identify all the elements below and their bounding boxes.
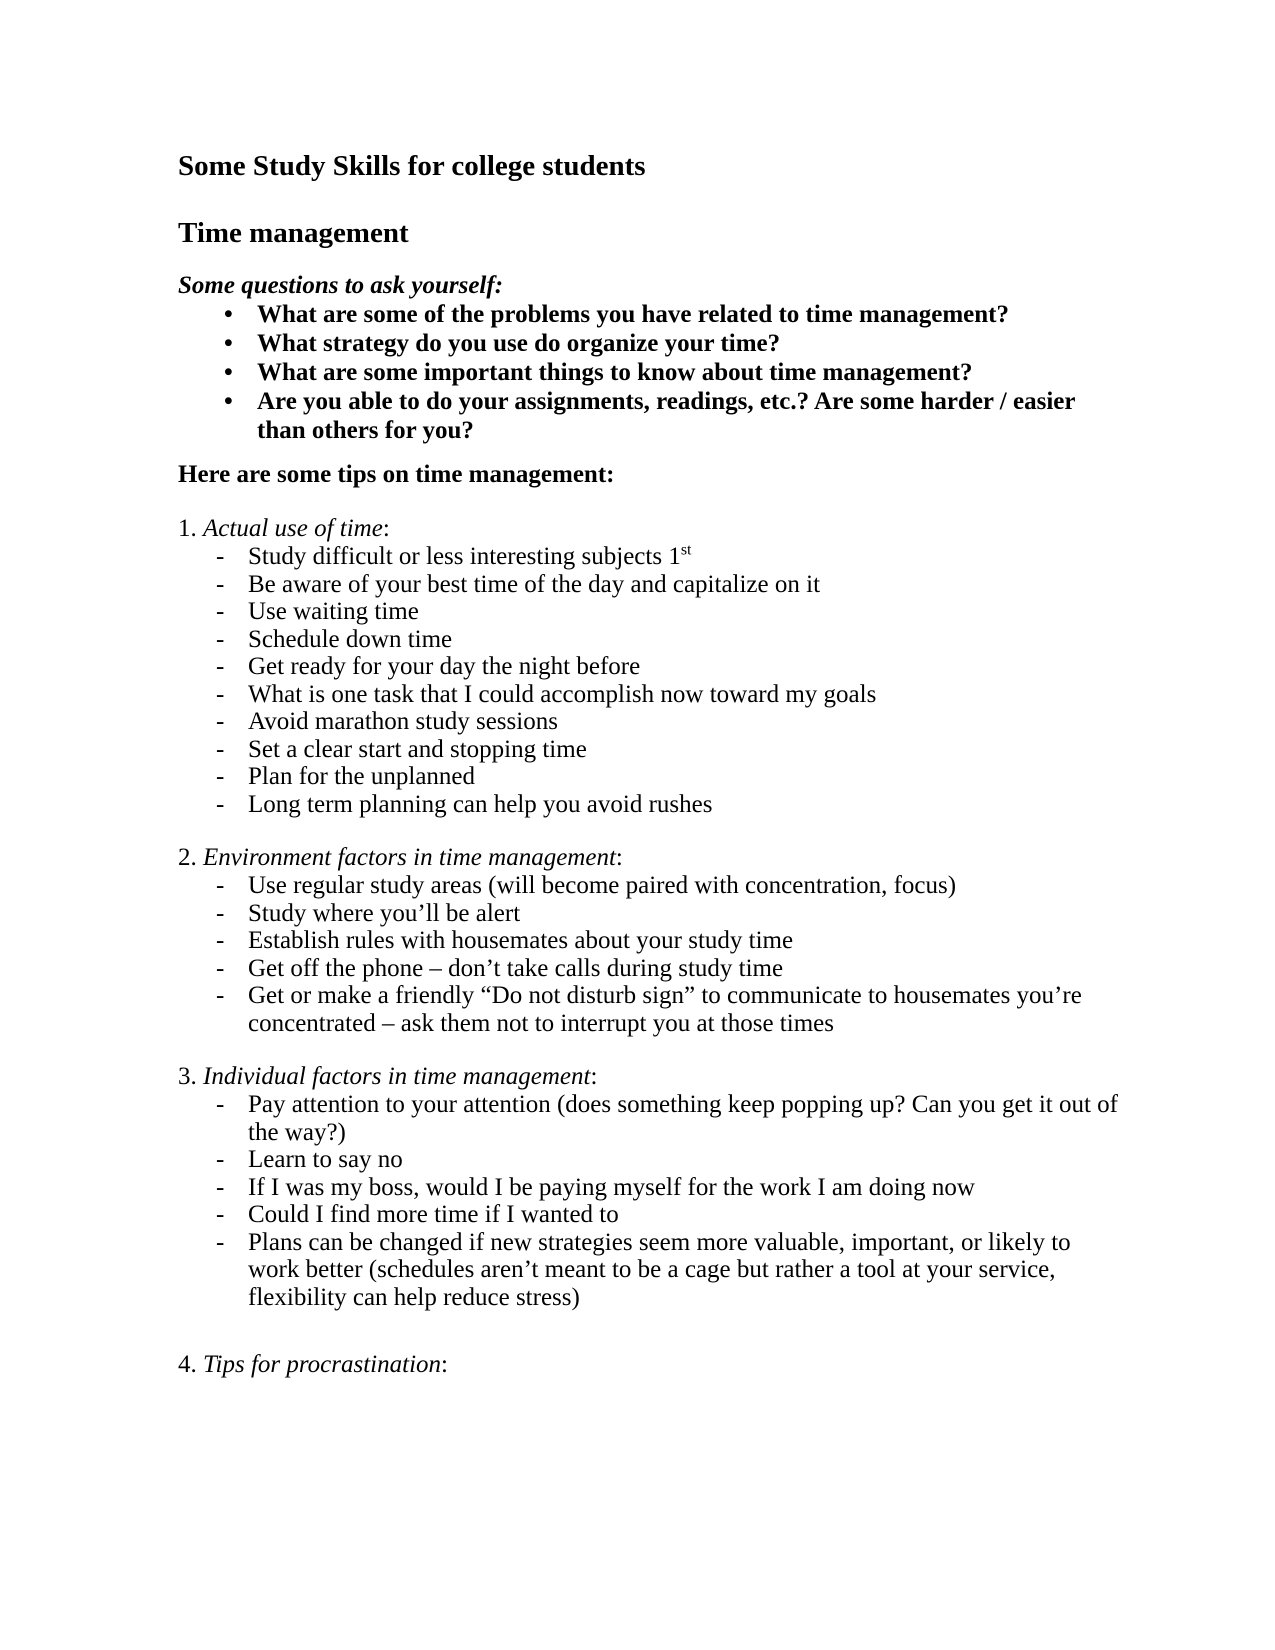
list-item	[178, 653, 1125, 681]
list-item	[178, 1201, 1125, 1229]
list-item	[178, 1229, 1125, 1312]
section-colon: :	[590, 1063, 598, 1090]
tip-text: Use waiting time	[248, 598, 419, 625]
section-3-list	[178, 1091, 1125, 1311]
list-item	[178, 763, 1125, 791]
list-item	[178, 1091, 1125, 1146]
section-colon: :	[441, 1351, 448, 1378]
dash-icon: -	[216, 1146, 225, 1173]
dash-icon: -	[216, 598, 225, 625]
list-item	[178, 791, 1125, 819]
list-item	[178, 543, 1125, 571]
list-item	[178, 387, 1125, 445]
bullet-icon: •	[224, 330, 233, 357]
section-1-heading	[178, 515, 1125, 543]
section-title: Individual factors in time management	[203, 1063, 591, 1090]
dash-icon: -	[216, 735, 225, 763]
list-item	[178, 736, 1125, 764]
section-1-list	[178, 543, 1125, 818]
dash-icon: -	[216, 1228, 225, 1256]
section-number: 4.	[178, 1351, 203, 1378]
question-text: What strategy do you use do organize your time?	[257, 330, 781, 357]
section-number: 3.	[178, 1063, 203, 1090]
tip-text: Get off the phone – don’t take calls during study time	[248, 954, 784, 982]
dash-icon: -	[216, 625, 225, 653]
tip-text: Use regular study areas (will become paired with concentration, focus)	[248, 872, 957, 899]
tip-text: Pay attention to your attention (does something keep popping up? Can you get it out of the way?)	[248, 1091, 1118, 1146]
list-item	[178, 872, 1125, 900]
dash-icon: -	[216, 763, 225, 790]
list-item	[178, 571, 1125, 599]
section-number: 1.	[178, 515, 203, 542]
tip-text: Get ready for your day the night before	[248, 653, 641, 680]
list-item	[178, 900, 1125, 928]
dash-icon: -	[216, 982, 225, 1009]
tip-text: Schedule down time	[248, 625, 453, 653]
tip-text: Plans can be changed if new strategies seem more valuable, important, or likely to work better (schedules aren’t meant to be a cage but rather a tool at your service, flexibility can help reduce stress)	[248, 1228, 1071, 1311]
section-3-heading	[178, 1063, 1125, 1091]
tip-text: Set a clear start and stopping time	[248, 735, 587, 763]
section-4-heading	[178, 1351, 1125, 1379]
dash-icon: -	[216, 927, 225, 954]
section-colon: :	[615, 844, 623, 871]
tip-text: Study difficult or less interesting subjects 1st	[248, 541, 692, 570]
list-item	[178, 358, 1125, 387]
section-2-heading	[178, 844, 1125, 872]
questions-heading: Some questions to ask yourself:	[178, 272, 504, 299]
list-item	[178, 927, 1125, 955]
tip-text: If I was my boss, would I be paying myself for the work I am doing now	[248, 1173, 975, 1201]
dash-icon: -	[216, 1173, 225, 1201]
section-2-list	[178, 872, 1125, 1037]
list-item	[178, 598, 1125, 626]
dash-icon: -	[216, 543, 225, 570]
section-number: 2.	[178, 844, 203, 871]
dash-icon: -	[216, 653, 225, 680]
dash-icon: -	[216, 680, 225, 708]
dash-icon: -	[216, 570, 225, 598]
list-item	[178, 329, 1125, 358]
list-item	[178, 300, 1125, 329]
dash-icon: -	[216, 1091, 225, 1118]
section-title: Environment factors in time management	[203, 844, 616, 871]
list-item	[178, 681, 1125, 709]
tip-text: Be aware of your best time of the day and capitalize on it	[248, 570, 821, 598]
section-colon: :	[382, 515, 390, 542]
tip-text: Avoid marathon study sessions	[248, 708, 558, 735]
dash-icon: -	[216, 1201, 225, 1228]
bullet-icon: •	[224, 301, 233, 328]
tip-text: Could I find more time if I wanted to	[248, 1201, 619, 1228]
questions-list	[178, 300, 1125, 445]
document-title: Some Study Skills for college students	[178, 150, 646, 182]
time-management-heading: Time management	[178, 217, 409, 249]
dash-icon: -	[216, 899, 225, 927]
tip-text: Long term planning can help you avoid rushes	[248, 790, 713, 818]
tip-text: What is one task that I could accomplish now toward my goals	[248, 680, 877, 708]
list-item	[178, 708, 1125, 736]
bullet-icon: •	[224, 359, 233, 386]
tip-text: Get or make a friendly “Do not disturb sign” to communicate to housemates you’re concentrated – ask them not to interrupt you at those times	[248, 982, 1082, 1037]
list-item	[178, 982, 1125, 1037]
question-text: What are some of the problems you have related to time management?	[257, 301, 1009, 328]
question-text: Are you able to do your assignments, readings, etc.? Are some harder / easier than others for you?	[257, 388, 1076, 444]
dash-icon: -	[216, 954, 225, 982]
tip-text: Study where you’ll be alert	[248, 899, 521, 927]
tip-text: Plan for the unplanned	[248, 763, 476, 790]
list-item	[178, 955, 1125, 983]
dash-icon: -	[216, 872, 225, 899]
tip-text: Establish rules with housemates about your study time	[248, 927, 794, 954]
tip-text: Learn to say no	[248, 1146, 403, 1173]
bullet-icon: •	[224, 388, 233, 415]
section-title: Actual use of time	[203, 515, 383, 542]
superscript: st	[680, 541, 692, 559]
list-item	[178, 1146, 1125, 1174]
dash-icon: -	[216, 790, 225, 818]
dash-icon: -	[216, 708, 225, 735]
question-text: What are some important things to know about time management?	[257, 359, 973, 386]
list-item	[178, 626, 1125, 654]
section-title: Tips for procrastination	[203, 1351, 442, 1378]
list-item	[178, 1174, 1125, 1202]
tips-heading: Here are some tips on time management:	[178, 461, 615, 488]
